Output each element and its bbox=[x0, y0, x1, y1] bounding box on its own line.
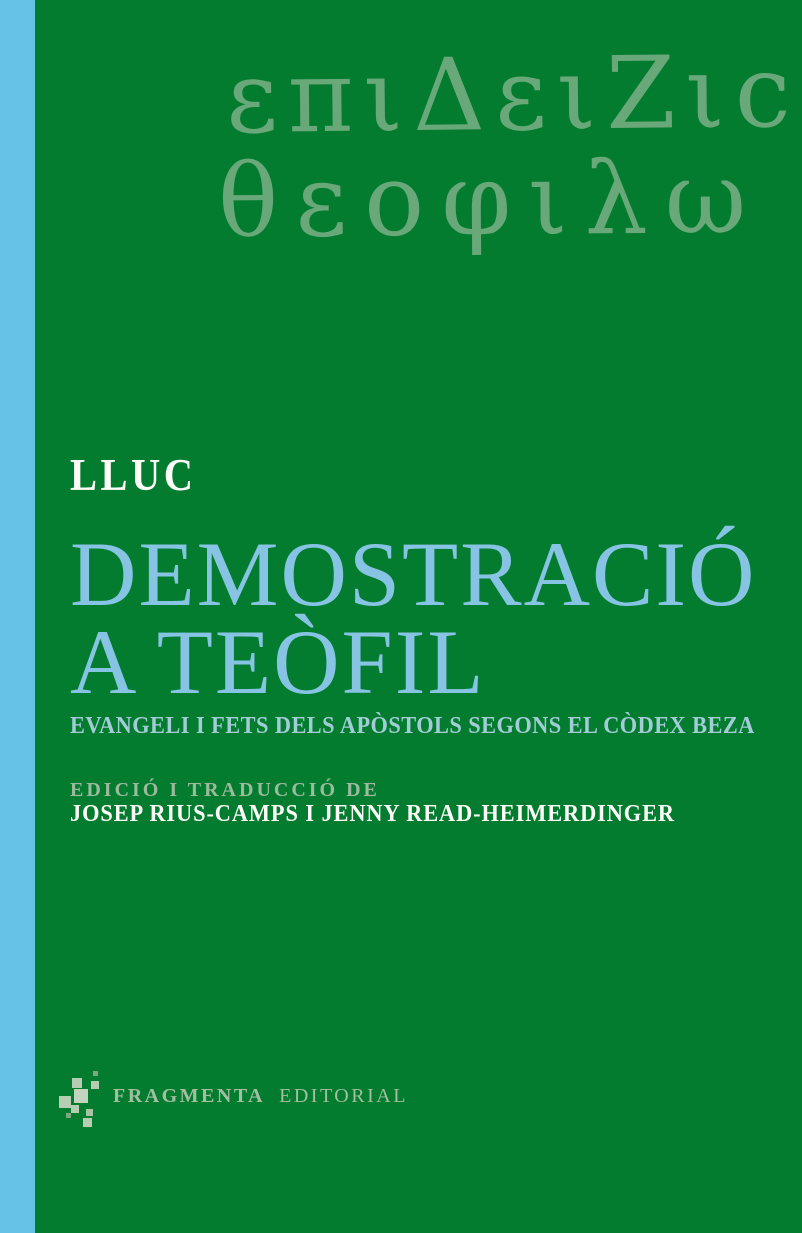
greek-inscription-line2: θεοφιλω bbox=[217, 139, 764, 260]
book-title-line2: A TEÒFIL bbox=[70, 611, 486, 713]
author-name: LLUC bbox=[70, 449, 197, 500]
logo-square bbox=[74, 1089, 88, 1103]
logo-square bbox=[59, 1096, 71, 1108]
book-subtitle: EVANGELI I FETS DELS APÒSTOLS SEGONS EL CÒDEX BEZA bbox=[70, 713, 755, 739]
book-title-line1: DEMOSTRACIÓ bbox=[70, 523, 757, 625]
logo-square bbox=[83, 1118, 92, 1127]
publisher-word-editorial: EDITORIAL bbox=[279, 1085, 408, 1107]
spine-stripe bbox=[0, 0, 35, 1233]
publisher-word-fragmenta: FRAGMENTA bbox=[113, 1085, 266, 1107]
logo-square bbox=[71, 1105, 79, 1113]
logo-square bbox=[86, 1109, 93, 1116]
edition-label: EDICIÓ I TRADUCCIÓ DE bbox=[70, 779, 380, 801]
greek-inscription-line1: επιΔειΖιc bbox=[225, 32, 802, 157]
logo-square bbox=[93, 1071, 98, 1076]
editors-names: JOSEP RIUS-CAMPS I JENNY READ-HEIMERDINGER bbox=[70, 801, 675, 827]
logo-square bbox=[91, 1081, 99, 1089]
publisher-name bbox=[113, 1086, 408, 1106]
logo-square bbox=[66, 1113, 71, 1118]
logo-square bbox=[72, 1078, 82, 1088]
